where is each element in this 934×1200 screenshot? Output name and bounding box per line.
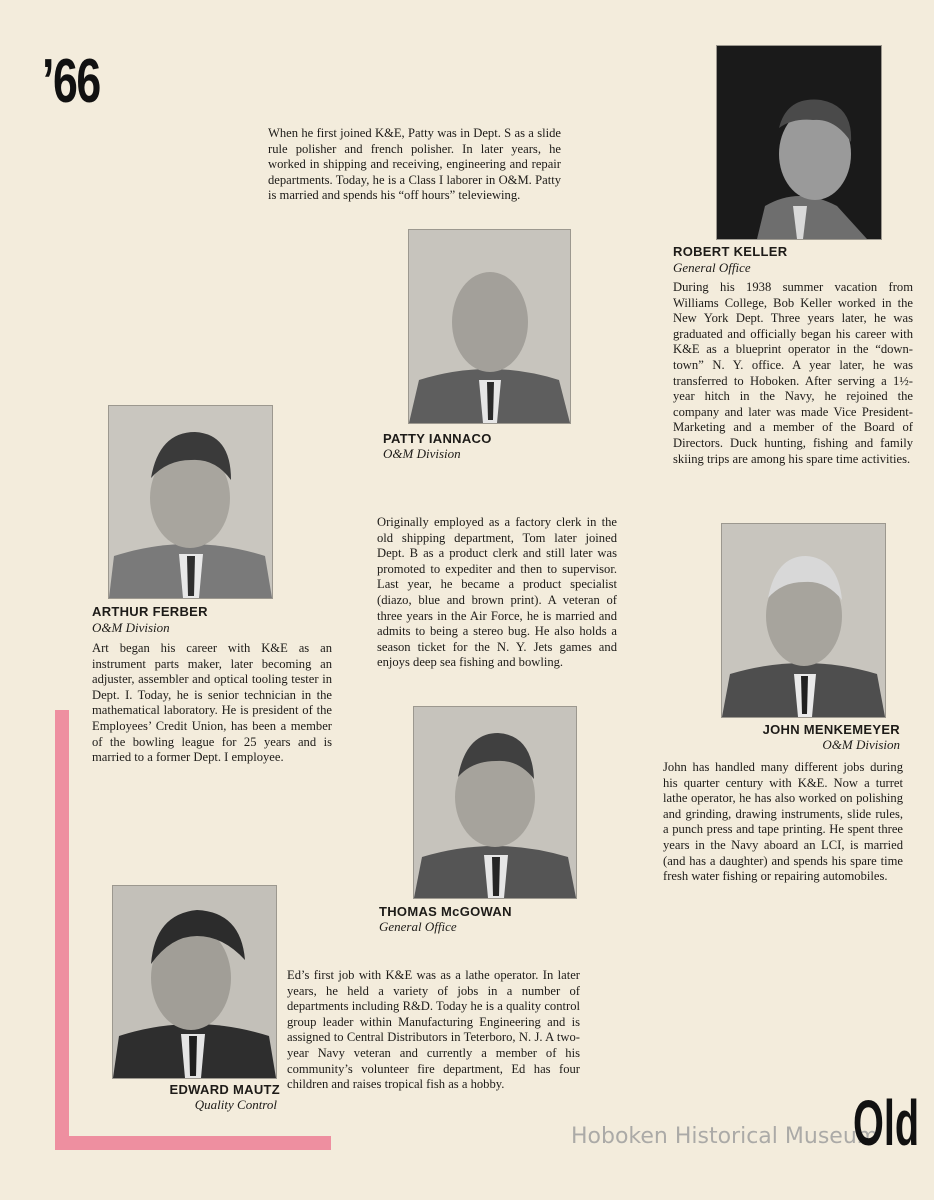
iannaco-photo	[408, 229, 571, 424]
ferber-photo	[108, 405, 273, 599]
decorative-bar-horizontal	[55, 1136, 331, 1150]
keller-name: ROBERT KELLER	[673, 244, 788, 259]
menkemeyer-bio: John has handled many different jobs during his quarter century with K&E. Now a turret lathe operator, he has also worked on polishing and grinding, drawing instruments, slide rules, a punch press and tape printing. He spent three years in the Navy aboard an LCI, is married (and has a daughter) and spends his spare time fresh water fishing or repairing automobiles.	[663, 760, 903, 884]
keller-photo	[716, 45, 882, 240]
ferber-bio: Art began his career with K&E as an instrument parts maker, later becoming an adjuster, assembler and optical tooling tester in Dept. I. Today, he is senior technician in the mathematical laboratory. He is president of the Employees’ Credit Union, has been a member of the bowling league for 25 years and is married to a former Dept. I employee.	[92, 641, 332, 765]
mcgowan-dept: General Office	[379, 919, 457, 934]
mcgowan-bio: Originally employed as a factory clerk in the old shipping department, Tom later joined Dept. B as a product clerk and still later was promoted to expediter and then to supervisor. Last year, he became a product specialist (diazo, blue and brown print). A veteran of three years in the Air Force, he is married and admits to being a stereo bug. He also holds a season ticket for the N. Y. Jets games and enjoys deep sea fishing and bowling.	[377, 515, 617, 670]
decorative-bar-vertical	[55, 710, 69, 1150]
keller-bio: During his 1938 summer vacation from Williams College, Bob Keller worked in the New York Dept. Three years later, he was graduated and officially began his career with K&E as a blueprint operator in the “down-town” N. Y. office. A year later, he was transferred to Hoboken. After serving a 1½-year hitch in the Navy, he rejoined the company and later was made Vice President-Marketing and a member of the Board of Directors. Duck hunting, fishing and family skiing trips are among his spare time activities.	[673, 280, 913, 466]
iannaco-bio: When he first joined K&E, Patty was in Dept. S as a slide rule polisher and french polisher. In later years, he worked in shipping and receiving, engineering and repair departments. Today, he is a Class I laborer in O&M. Patty is married and spends his “off hours” televiewing.	[268, 126, 561, 203]
corner-word: Old	[853, 1087, 920, 1159]
mautz-photo	[112, 885, 277, 1079]
menkemeyer-dept: O&M Division	[822, 737, 900, 752]
ferber-dept: O&M Division	[92, 620, 170, 635]
mcgowan-photo	[413, 706, 577, 899]
mautz-dept: Quality Control	[194, 1097, 277, 1112]
mcgowan-name: THOMAS McGOWAN	[379, 904, 512, 919]
mautz-bio: Ed’s first job with K&E was as a lathe operator. In later years, he held a variety of jobs in a number of departments including R&D. Today he is a quality control group leader within Manufacturing Engineering and is assigned to Central Distributors in Teterboro, N. J. A two-year Navy veteran and currently a member of his community’s volunteer fire department, Ed has four children and raises tropical fish as a hobby.	[287, 968, 580, 1092]
iannaco-name: PATTY IANNACO	[383, 431, 492, 446]
menkemeyer-name: JOHN MENKEMEYER	[762, 722, 900, 737]
year-heading: ’66	[42, 47, 100, 116]
mautz-name: EDWARD MAUTZ	[169, 1082, 280, 1097]
menkemeyer-photo	[721, 523, 886, 718]
watermark: Hoboken Historical Museum	[571, 1124, 879, 1149]
ferber-name: ARTHUR FERBER	[92, 604, 208, 619]
keller-dept: General Office	[673, 260, 751, 275]
iannaco-dept: O&M Division	[383, 446, 461, 461]
